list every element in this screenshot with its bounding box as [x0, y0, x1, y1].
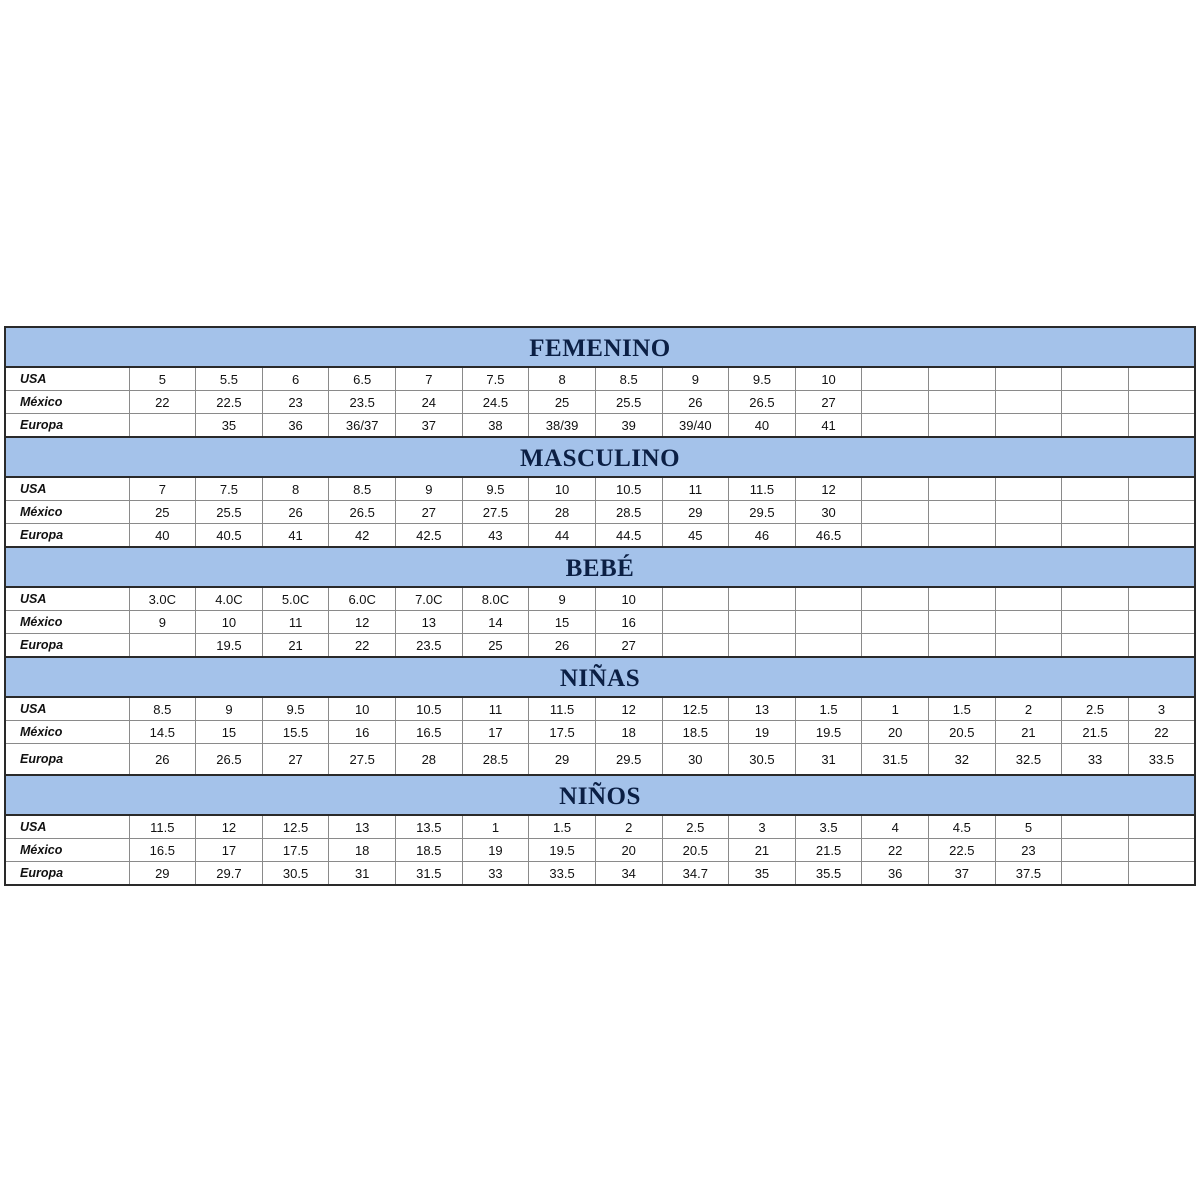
size-cell: 27.5 — [462, 501, 529, 524]
size-cell: 9.5 — [462, 477, 529, 501]
row-label: México — [5, 839, 129, 862]
size-cell: 25.5 — [595, 391, 662, 414]
size-row-mexico — [5, 611, 1195, 634]
size-cell: 22 — [329, 634, 396, 658]
size-cell: 10.5 — [396, 697, 463, 721]
size-cell: 33.5 — [1128, 744, 1195, 776]
size-cell: 7.5 — [196, 477, 263, 501]
size-cell: 21 — [262, 634, 329, 658]
size-cell: 32.5 — [995, 744, 1062, 776]
size-cell: 12.5 — [662, 697, 729, 721]
size-cell: 26 — [529, 634, 596, 658]
size-cell: 25.5 — [196, 501, 263, 524]
size-cell: 7.0C — [396, 587, 463, 611]
size-cell — [1062, 501, 1129, 524]
size-cell — [929, 611, 996, 634]
size-cell: 42.5 — [396, 524, 463, 548]
section-header-row — [5, 657, 1195, 697]
row-label: USA — [5, 697, 129, 721]
size-cell — [1128, 815, 1195, 839]
size-cell: 17.5 — [529, 721, 596, 744]
size-cell: 36 — [262, 414, 329, 438]
size-cell — [995, 587, 1062, 611]
row-label: USA — [5, 477, 129, 501]
size-cell: 22 — [129, 391, 196, 414]
size-cell: 26.5 — [196, 744, 263, 776]
size-cell — [662, 587, 729, 611]
size-cell: 23.5 — [329, 391, 396, 414]
size-cell: 20.5 — [662, 839, 729, 862]
size-cell: 13 — [729, 697, 796, 721]
size-cell: 40 — [729, 414, 796, 438]
size-cell: 1.5 — [529, 815, 596, 839]
size-cell: 29 — [129, 862, 196, 886]
size-cell — [862, 501, 929, 524]
size-cell: 21.5 — [1062, 721, 1129, 744]
size-cell: 33 — [462, 862, 529, 886]
size-cell: 23.5 — [396, 634, 463, 658]
size-cell: 10 — [595, 587, 662, 611]
size-cell — [929, 414, 996, 438]
row-label: Europa — [5, 524, 129, 548]
size-cell: 27 — [795, 391, 862, 414]
size-cell: 10 — [329, 697, 396, 721]
size-cell: 8.5 — [329, 477, 396, 501]
size-cell: 9 — [396, 477, 463, 501]
size-cell: 39/40 — [662, 414, 729, 438]
size-cell: 30 — [795, 501, 862, 524]
size-cell: 18 — [329, 839, 396, 862]
size-cell — [862, 634, 929, 658]
size-cell: 2.5 — [662, 815, 729, 839]
size-cell — [929, 524, 996, 548]
size-cell: 12 — [795, 477, 862, 501]
size-cell — [795, 611, 862, 634]
size-cell: 37.5 — [995, 862, 1062, 886]
size-cell: 30.5 — [262, 862, 329, 886]
size-cell — [862, 587, 929, 611]
size-cell — [1062, 367, 1129, 391]
size-cell: 38 — [462, 414, 529, 438]
size-cell: 12 — [196, 815, 263, 839]
size-cell: 21.5 — [795, 839, 862, 862]
size-cell: 11.5 — [729, 477, 796, 501]
size-cell — [1128, 611, 1195, 634]
size-cell: 10 — [529, 477, 596, 501]
size-cell: 2.5 — [1062, 697, 1129, 721]
size-cell — [1062, 477, 1129, 501]
size-cell: 33.5 — [529, 862, 596, 886]
size-cell: 4.5 — [929, 815, 996, 839]
size-cell — [129, 414, 196, 438]
size-cell: 42 — [329, 524, 396, 548]
size-cell: 16.5 — [396, 721, 463, 744]
size-cell — [1128, 501, 1195, 524]
size-cell — [1062, 839, 1129, 862]
size-cell: 40 — [129, 524, 196, 548]
row-label: USA — [5, 587, 129, 611]
size-cell — [995, 611, 1062, 634]
size-cell — [729, 611, 796, 634]
size-cell: 33 — [1062, 744, 1129, 776]
size-row-usa — [5, 367, 1195, 391]
size-cell: 18.5 — [396, 839, 463, 862]
size-cell: 29.5 — [595, 744, 662, 776]
size-cell: 35 — [196, 414, 263, 438]
size-row-europa — [5, 414, 1195, 438]
size-cell: 6.5 — [329, 367, 396, 391]
size-cell — [1062, 611, 1129, 634]
size-cell: 22.5 — [929, 839, 996, 862]
size-cell — [729, 634, 796, 658]
section-title: BEBÉ — [5, 547, 1195, 587]
size-cell: 23 — [262, 391, 329, 414]
size-cell: 35.5 — [795, 862, 862, 886]
size-cell: 39 — [595, 414, 662, 438]
size-cell: 26 — [262, 501, 329, 524]
size-cell: 6 — [262, 367, 329, 391]
size-row-europa — [5, 634, 1195, 658]
row-label: Europa — [5, 414, 129, 438]
size-cell — [662, 611, 729, 634]
size-cell: 14 — [462, 611, 529, 634]
size-cell: 25 — [529, 391, 596, 414]
size-cell: 36/37 — [329, 414, 396, 438]
size-cell — [1128, 524, 1195, 548]
size-cell: 1.5 — [929, 697, 996, 721]
size-cell: 14.5 — [129, 721, 196, 744]
size-row-usa — [5, 697, 1195, 721]
size-cell: 27.5 — [329, 744, 396, 776]
size-cell — [929, 587, 996, 611]
size-cell: 8.0C — [462, 587, 529, 611]
size-cell: 11 — [662, 477, 729, 501]
size-cell: 43 — [462, 524, 529, 548]
size-cell: 31.5 — [396, 862, 463, 886]
size-cell — [862, 524, 929, 548]
size-cell: 3.0C — [129, 587, 196, 611]
size-cell: 37 — [929, 862, 996, 886]
size-cell: 27 — [262, 744, 329, 776]
size-cell — [862, 477, 929, 501]
size-cell: 28.5 — [462, 744, 529, 776]
size-cell — [1062, 862, 1129, 886]
size-cell: 46.5 — [795, 524, 862, 548]
size-cell: 24.5 — [462, 391, 529, 414]
size-cell: 2 — [595, 815, 662, 839]
size-cell: 11.5 — [529, 697, 596, 721]
section-title: NIÑAS — [5, 657, 1195, 697]
size-cell: 20.5 — [929, 721, 996, 744]
row-label: USA — [5, 367, 129, 391]
size-cell: 30 — [662, 744, 729, 776]
size-cell: 12 — [595, 697, 662, 721]
size-cell: 22.5 — [196, 391, 263, 414]
size-cell: 31 — [329, 862, 396, 886]
row-label: México — [5, 391, 129, 414]
size-cell: 34.7 — [662, 862, 729, 886]
size-cell — [1128, 587, 1195, 611]
size-cell: 15.5 — [262, 721, 329, 744]
section-header-row — [5, 775, 1195, 815]
size-cell — [995, 524, 1062, 548]
size-row-mexico — [5, 721, 1195, 744]
size-cell — [995, 367, 1062, 391]
size-cell: 5.0C — [262, 587, 329, 611]
size-cell: 45 — [662, 524, 729, 548]
size-cell: 25 — [462, 634, 529, 658]
size-cell — [129, 634, 196, 658]
size-cell: 16 — [329, 721, 396, 744]
size-cell: 46 — [729, 524, 796, 548]
size-cell — [1062, 587, 1129, 611]
size-cell: 8.5 — [595, 367, 662, 391]
row-label: Europa — [5, 744, 129, 776]
size-cell: 28 — [529, 501, 596, 524]
size-cell: 9.5 — [262, 697, 329, 721]
size-cell: 9.5 — [729, 367, 796, 391]
size-cell: 11 — [262, 611, 329, 634]
size-cell: 28 — [396, 744, 463, 776]
size-row-europa — [5, 862, 1195, 886]
size-cell: 31.5 — [862, 744, 929, 776]
size-cell: 10.5 — [595, 477, 662, 501]
size-cell — [1062, 815, 1129, 839]
size-cell — [795, 587, 862, 611]
section-title: MASCULINO — [5, 437, 1195, 477]
size-cell — [1128, 634, 1195, 658]
size-cell: 4.0C — [196, 587, 263, 611]
size-cell: 19.5 — [795, 721, 862, 744]
size-cell — [1128, 414, 1195, 438]
section-title: FEMENINO — [5, 327, 1195, 367]
size-cell: 1.5 — [795, 697, 862, 721]
size-cell: 5.5 — [196, 367, 263, 391]
size-cell: 9 — [196, 697, 263, 721]
size-cell: 10 — [795, 367, 862, 391]
size-cell: 32 — [929, 744, 996, 776]
size-cell: 8 — [262, 477, 329, 501]
row-label: Europa — [5, 862, 129, 886]
size-cell: 16.5 — [129, 839, 196, 862]
size-cell: 19.5 — [529, 839, 596, 862]
row-label: México — [5, 721, 129, 744]
size-cell: 25 — [129, 501, 196, 524]
size-cell: 41 — [262, 524, 329, 548]
size-cell — [929, 501, 996, 524]
size-cell: 28.5 — [595, 501, 662, 524]
size-cell: 11.5 — [129, 815, 196, 839]
size-cell — [1128, 391, 1195, 414]
size-cell: 27 — [595, 634, 662, 658]
size-cell: 26 — [129, 744, 196, 776]
size-cell: 16 — [595, 611, 662, 634]
size-cell: 29 — [662, 501, 729, 524]
size-cell: 2 — [995, 697, 1062, 721]
size-cell: 37 — [396, 414, 463, 438]
size-cell: 22 — [1128, 721, 1195, 744]
size-cell — [995, 414, 1062, 438]
size-row-europa — [5, 524, 1195, 548]
size-cell: 3 — [1128, 697, 1195, 721]
size-cell: 1 — [462, 815, 529, 839]
size-cell: 23 — [995, 839, 1062, 862]
size-cell — [1062, 414, 1129, 438]
size-cell: 6.0C — [329, 587, 396, 611]
size-cell: 11 — [462, 697, 529, 721]
size-cell: 22 — [862, 839, 929, 862]
size-cell: 26 — [662, 391, 729, 414]
size-cell: 9 — [662, 367, 729, 391]
size-row-usa — [5, 815, 1195, 839]
size-cell — [929, 367, 996, 391]
section-header-row — [5, 547, 1195, 587]
size-cell — [995, 634, 1062, 658]
size-chart-table — [4, 326, 1196, 886]
size-cell: 29 — [529, 744, 596, 776]
size-cell: 13 — [329, 815, 396, 839]
size-cell: 18 — [595, 721, 662, 744]
row-label: Europa — [5, 634, 129, 658]
size-cell — [862, 367, 929, 391]
size-cell: 44.5 — [595, 524, 662, 548]
size-cell — [729, 587, 796, 611]
size-cell — [1128, 839, 1195, 862]
size-row-europa — [5, 744, 1195, 776]
size-cell — [1062, 634, 1129, 658]
size-row-usa — [5, 587, 1195, 611]
size-cell: 1 — [862, 697, 929, 721]
size-cell: 17 — [196, 839, 263, 862]
size-row-mexico — [5, 391, 1195, 414]
size-cell: 40.5 — [196, 524, 263, 548]
size-cell: 13.5 — [396, 815, 463, 839]
size-row-usa — [5, 477, 1195, 501]
size-cell: 10 — [196, 611, 263, 634]
size-cell: 19.5 — [196, 634, 263, 658]
size-cell — [795, 634, 862, 658]
size-cell: 20 — [862, 721, 929, 744]
size-cell — [1062, 391, 1129, 414]
size-cell — [662, 634, 729, 658]
size-cell — [995, 477, 1062, 501]
size-cell: 3.5 — [795, 815, 862, 839]
size-cell — [995, 501, 1062, 524]
size-cell — [929, 477, 996, 501]
size-cell: 21 — [729, 839, 796, 862]
size-cell — [1062, 524, 1129, 548]
size-cell: 29.7 — [196, 862, 263, 886]
size-cell — [862, 414, 929, 438]
size-cell — [929, 634, 996, 658]
size-cell: 5 — [995, 815, 1062, 839]
size-cell: 31 — [795, 744, 862, 776]
size-cell: 8 — [529, 367, 596, 391]
size-cell: 35 — [729, 862, 796, 886]
row-label: México — [5, 611, 129, 634]
size-cell: 15 — [529, 611, 596, 634]
size-cell — [929, 391, 996, 414]
size-cell: 12.5 — [262, 815, 329, 839]
size-cell: 36 — [862, 862, 929, 886]
size-cell — [862, 391, 929, 414]
size-cell: 4 — [862, 815, 929, 839]
size-cell: 5 — [129, 367, 196, 391]
size-cell: 38/39 — [529, 414, 596, 438]
size-row-mexico — [5, 501, 1195, 524]
size-cell: 15 — [196, 721, 263, 744]
size-cell: 19 — [729, 721, 796, 744]
size-cell: 9 — [129, 611, 196, 634]
size-cell: 27 — [396, 501, 463, 524]
section-header-row — [5, 327, 1195, 367]
size-cell: 21 — [995, 721, 1062, 744]
size-cell: 8.5 — [129, 697, 196, 721]
size-cell: 30.5 — [729, 744, 796, 776]
size-row-mexico — [5, 839, 1195, 862]
size-cell: 9 — [529, 587, 596, 611]
row-label: USA — [5, 815, 129, 839]
size-cell — [1128, 862, 1195, 886]
size-cell: 34 — [595, 862, 662, 886]
size-cell: 44 — [529, 524, 596, 548]
size-cell — [995, 391, 1062, 414]
size-cell: 7 — [396, 367, 463, 391]
size-cell: 19 — [462, 839, 529, 862]
size-cell: 13 — [396, 611, 463, 634]
size-cell — [1128, 367, 1195, 391]
size-cell — [862, 611, 929, 634]
size-cell: 12 — [329, 611, 396, 634]
size-cell: 7 — [129, 477, 196, 501]
size-cell — [1128, 477, 1195, 501]
size-cell: 41 — [795, 414, 862, 438]
size-cell: 26.5 — [729, 391, 796, 414]
section-header-row — [5, 437, 1195, 477]
size-cell: 26.5 — [329, 501, 396, 524]
size-cell: 24 — [396, 391, 463, 414]
size-cell: 3 — [729, 815, 796, 839]
size-cell: 18.5 — [662, 721, 729, 744]
size-cell: 20 — [595, 839, 662, 862]
size-cell: 17 — [462, 721, 529, 744]
size-cell: 29.5 — [729, 501, 796, 524]
size-cell: 7.5 — [462, 367, 529, 391]
size-cell: 17.5 — [262, 839, 329, 862]
row-label: México — [5, 501, 129, 524]
section-title: NIÑOS — [5, 775, 1195, 815]
